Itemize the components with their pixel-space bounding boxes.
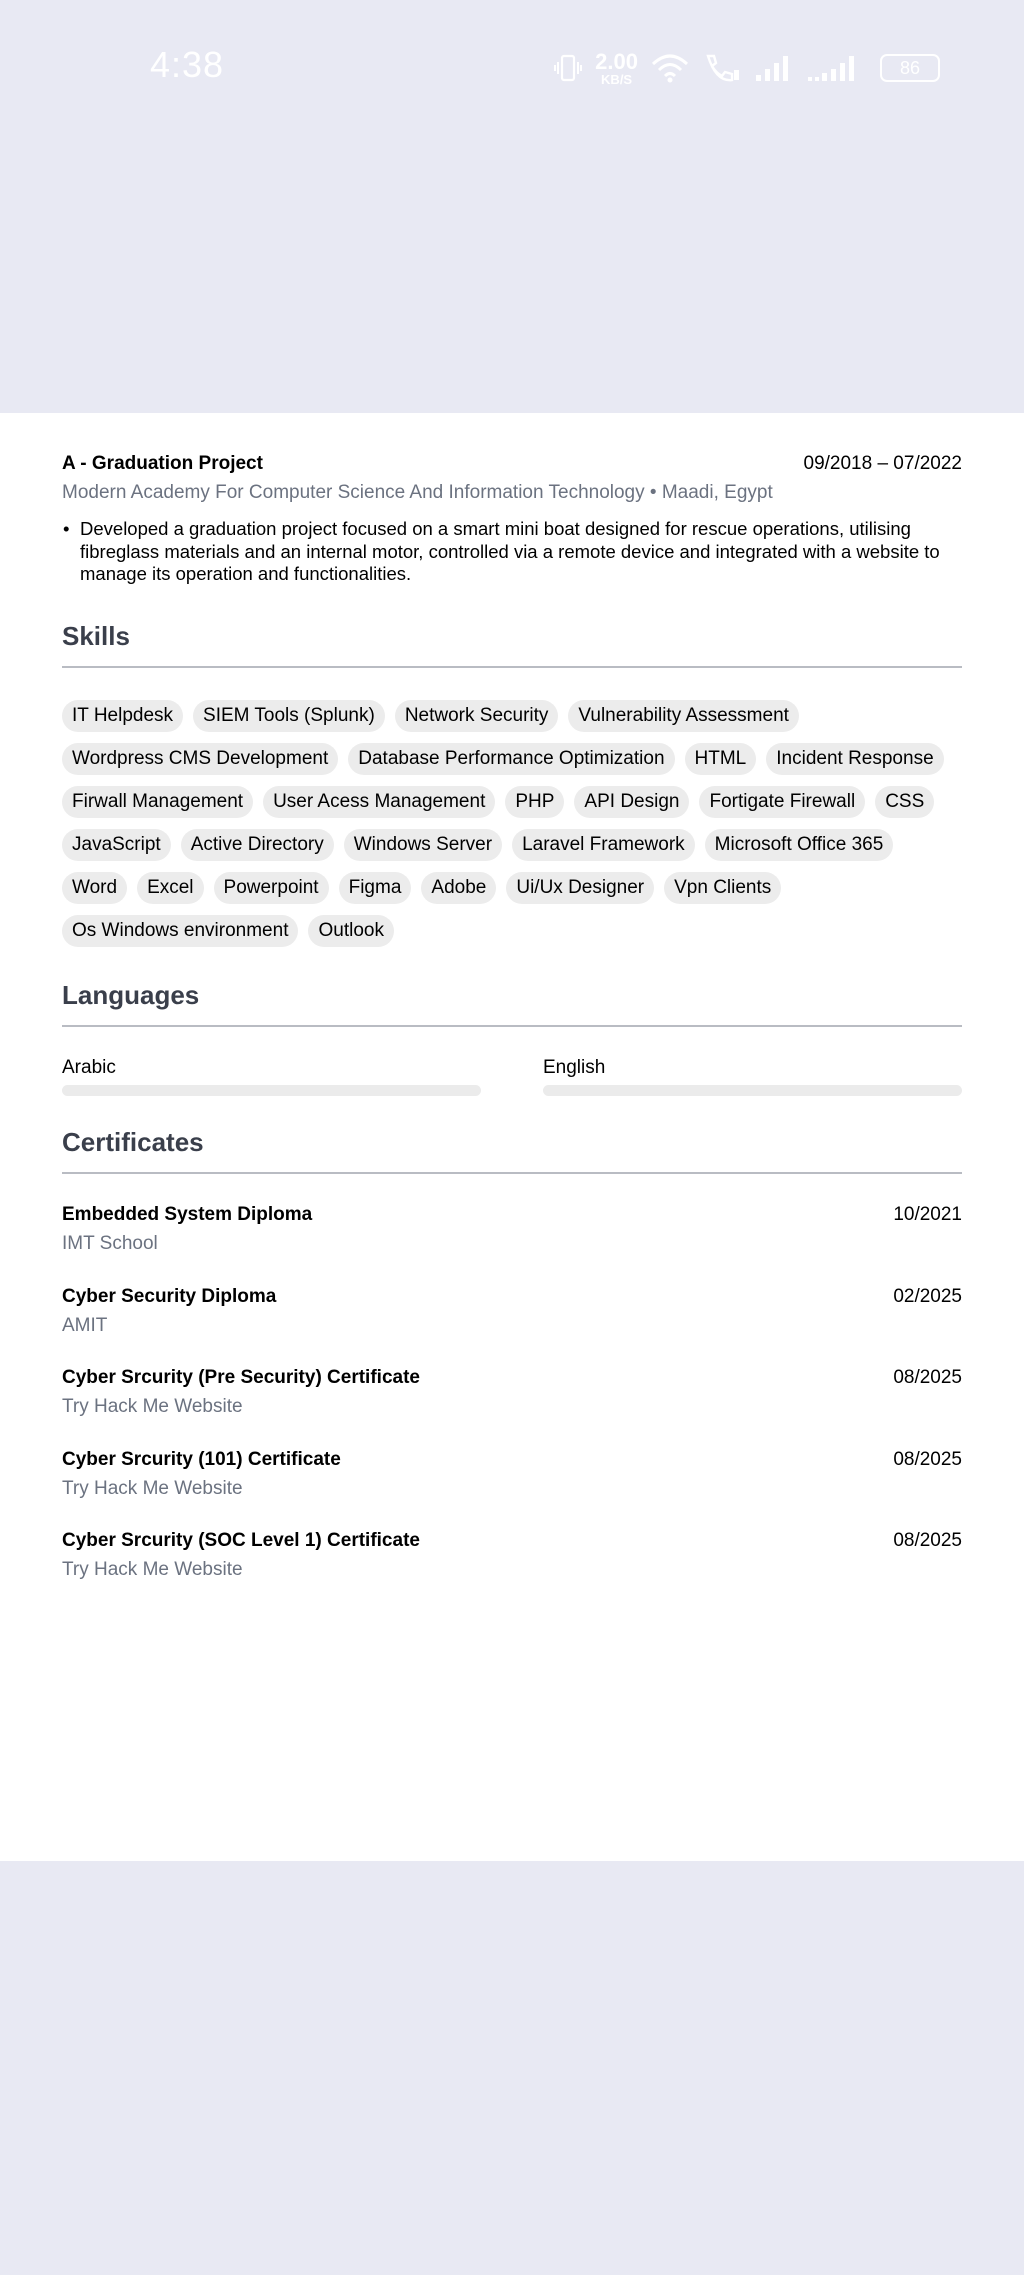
skill-chip: Ui/Ux Designer: [506, 872, 654, 904]
languages-heading: Languages: [62, 980, 200, 1010]
skill-chip: Outlook: [308, 915, 393, 947]
certificates-heading: Certificates: [62, 1127, 204, 1157]
skill-chip: Laravel Framework: [512, 829, 695, 861]
skill-chip: Fortigate Firewall: [699, 786, 865, 818]
certificate-date: 08/2025: [893, 1367, 962, 1388]
languages-section: [62, 980, 962, 1096]
certificate-date: 08/2025: [893, 1448, 962, 1470]
certificates-section: [62, 1127, 962, 1612]
language-name: English: [543, 1057, 606, 1078]
skill-chip: Word: [62, 872, 127, 904]
network-speed: [595, 48, 638, 87]
skill-chip: PHP: [505, 786, 564, 818]
signal-icon-sim1: [754, 53, 794, 83]
skill-chip: Os Windows environment: [62, 915, 298, 947]
wifi-icon: [650, 52, 690, 84]
section-divider: [62, 1025, 962, 1027]
certificate-name: Cyber Srcurity (101) Certificate: [62, 1448, 341, 1470]
status-time: 4:38: [150, 44, 225, 85]
bullet-mark: •: [63, 518, 70, 539]
certificate-issuer: Try Hack Me Website: [62, 1477, 243, 1499]
certificate-header: [62, 1367, 962, 1389]
resume-page: [0, 413, 1024, 1861]
skill-chip: Adobe: [421, 872, 496, 904]
certificate-name: Cyber Srcurity (SOC Level 1) Certificate: [62, 1530, 420, 1551]
certificate-header: [62, 1530, 962, 1552]
certificate-header: [62, 1449, 962, 1471]
skill-chip: Excel: [137, 872, 203, 904]
skill-chip: CSS: [875, 786, 934, 818]
skill-chip: Active Directory: [181, 829, 334, 861]
certificate-item: [62, 1530, 962, 1612]
languages-list: [62, 1057, 962, 1096]
certificate-header: [62, 1286, 962, 1308]
certificate-name: Cyber Srcurity (Pre Security) Certificate: [62, 1367, 420, 1388]
status-bar: [0, 0, 1024, 140]
skill-chip: Windows Server: [344, 829, 502, 861]
skill-chip: Network Security: [395, 700, 559, 732]
project-entry: [62, 453, 962, 586]
certificate-date: 02/2025: [893, 1285, 962, 1307]
certificate-name: Embedded System Diploma: [62, 1204, 313, 1225]
project-date: 09/2018 – 07/2022: [803, 453, 962, 474]
skill-chip: User Acess Management: [263, 786, 495, 818]
skill-chip: Figma: [339, 872, 412, 904]
vibrate-icon: [553, 53, 583, 83]
skill-chip: SIEM Tools (Splunk): [193, 700, 385, 732]
skills-list: [62, 700, 967, 947]
signal-icon-sim2: [806, 53, 868, 83]
language-name: Arabic: [62, 1057, 116, 1078]
certificate-item: [62, 1449, 962, 1531]
skill-chip: Firwall Management: [62, 786, 253, 818]
battery-indicator: 86: [880, 54, 940, 82]
skill-chip: IT Helpdesk: [62, 700, 183, 732]
language-level-bar: [543, 1085, 962, 1096]
skill-chip: Database Performance Optimization: [348, 743, 674, 775]
language-item: [543, 1057, 962, 1096]
wifi-call-icon: [702, 52, 742, 84]
skills-section: [62, 621, 962, 947]
certificate-header: [62, 1204, 962, 1226]
network-speed-unit: KB/S: [601, 71, 633, 87]
certificate-date: 10/2021: [893, 1204, 962, 1225]
skill-chip: Vpn Clients: [664, 872, 781, 904]
certificate-item: [62, 1367, 962, 1449]
language-level-bar: [62, 1085, 481, 1096]
language-item: [62, 1057, 481, 1096]
project-institution: Modern Academy For Computer Science And Information Technology • Maadi, Egypt: [62, 482, 773, 503]
certificate-item: [62, 1286, 962, 1368]
certificate-issuer: AMIT: [62, 1314, 108, 1336]
section-divider: [62, 1172, 962, 1174]
skill-chip: API Design: [574, 786, 689, 818]
section-divider: [62, 666, 962, 668]
status-icons: [553, 48, 940, 88]
skills-heading: Skills: [62, 621, 130, 651]
certificate-issuer: IMT School: [62, 1233, 158, 1254]
skill-chip: Wordpress CMS Development: [62, 743, 338, 775]
skill-chip: Powerpoint: [214, 872, 329, 904]
skill-chip: HTML: [685, 743, 757, 775]
certificate-issuer: Try Hack Me Website: [62, 1559, 243, 1580]
skill-chip: Vulnerability Assessment: [568, 700, 799, 732]
certificate-date: 08/2025: [893, 1530, 962, 1551]
project-header: [62, 453, 962, 475]
project-bullet-text: Developed a graduation project focused on a smart mini boat designed for rescue operations, utilising fibreglass materials and an internal motor, controlled via a remote device and integrated with a website to manage its operation and functionalities.: [80, 518, 940, 584]
skill-chip: Microsoft Office 365: [705, 829, 894, 861]
skill-chip: Incident Response: [766, 743, 943, 775]
certificate-name: Cyber Security Diploma: [62, 1285, 277, 1307]
certificate-item: [62, 1204, 962, 1286]
project-bullet: [62, 518, 962, 586]
project-title: A - Graduation Project: [62, 453, 263, 474]
network-speed-value: 2.00: [595, 48, 638, 74]
certificate-issuer: Try Hack Me Website: [62, 1396, 243, 1417]
certificates-list: [62, 1204, 962, 1612]
skill-chip: JavaScript: [62, 829, 171, 861]
